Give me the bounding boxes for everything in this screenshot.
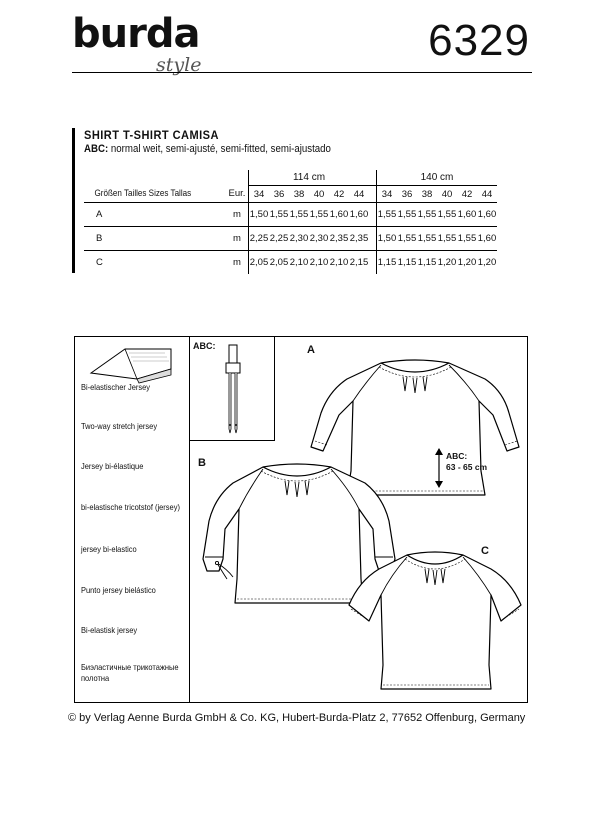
header-rule [72,72,532,73]
value-cell: 1,20 [477,251,497,275]
size-cell: 44 [481,188,493,200]
twin-needle-icon [223,345,243,435]
value-cell: 1,55 [397,203,417,227]
size-cell: 36 [273,188,285,200]
fit-prefix: ABC: [84,143,109,155]
value-cell: 2,35 [329,227,349,251]
value-cell: 1,60 [329,203,349,227]
width-header-140: 140 cm [377,170,498,186]
size-header-row [84,186,497,203]
value-cell: 1,50 [377,227,398,251]
value-cell: 2,25 [249,227,270,251]
view-label: C [84,251,226,275]
value-cell: 2,25 [269,227,289,251]
value-cell: 2,30 [309,227,329,251]
value-cell: 1,15 [397,251,417,275]
value-cell: 1,55 [417,227,437,251]
length-note [446,451,487,473]
garment-title: SHIRT T-SHIRT CAMISA [84,128,219,142]
length-note-value: 63 - 65 cm [446,462,488,472]
needle-panel [189,337,275,441]
yardage-bar [72,128,75,273]
width-header-row [84,170,497,186]
burda-logo [72,11,202,76]
fabric-nl: bi-elastische tricotstof (jersey) [81,502,180,512]
view-label: A [84,203,226,227]
size-cell: 42 [333,188,345,200]
copyright-notice: © by Verlag Aenne Burda GmbH & Co. KG, Hubert-Burda-Platz 2, 77652 Offenburg, Germany [68,712,526,724]
size-label: Größen Tailles Sizes Tallas [94,188,192,200]
brand-sub: style [156,54,202,76]
fabric-en: Two-way stretch jersey [81,421,158,431]
value-cell: 1,55 [289,203,309,227]
width-header-114: 114 cm [249,170,370,186]
size-cell: 44 [353,188,365,200]
value-cell: 1,55 [437,227,457,251]
size-cell: 34 [253,188,265,200]
pattern-number: 6329 [428,16,530,65]
value-cell: 1,55 [397,227,417,251]
value-cell: 1,50 [249,203,270,227]
value-cell: 1,60 [477,203,497,227]
value-cell: 2,10 [289,251,309,275]
value-cell: 2,35 [349,227,369,251]
value-cell: 1,20 [437,251,457,275]
eur-label: Eur. [226,186,249,203]
illustration-panel [74,336,528,703]
size-cell: 40 [313,188,325,200]
needle-label: ABC: [193,341,216,351]
fit-description [84,143,331,155]
yardage-table [84,170,497,274]
fabric-column [75,337,190,702]
garment-c-icon [345,547,525,697]
fabric-ru-1: Биэластичные трикотажные [81,662,179,672]
fabric-fr: Jersey bi-élastique [81,461,144,471]
value-cell: 1,60 [457,203,477,227]
fabric-de: Bi-elastischer Jersey [81,382,151,392]
yardage-row-c [84,251,497,275]
fabric-ru-2: полотна [81,673,110,683]
value-cell: 1,20 [457,251,477,275]
value-cell: 2,30 [289,227,309,251]
value-cell: 1,55 [437,203,457,227]
fabric-es: Punto jersey bielástico [81,585,156,595]
fabric-da: Bi-elastisk jersey [81,625,138,635]
fabric-it: jersey bi-elastico [81,544,137,554]
unit-cell: m [226,203,249,227]
value-cell: 1,55 [457,227,477,251]
value-cell: 2,05 [249,251,270,275]
value-cell: 2,15 [349,251,369,275]
size-cell: 36 [401,188,413,200]
value-cell: 1,55 [269,203,289,227]
size-cell: 40 [441,188,453,200]
size-cell: 42 [461,188,473,200]
yardage-row-a [84,203,497,227]
view-label-a: A [307,344,315,356]
value-cell: 1,15 [377,251,398,275]
value-cell: 1,60 [349,203,369,227]
unit-cell: m [226,227,249,251]
value-cell: 1,60 [477,227,497,251]
size-cell: 34 [381,188,393,200]
yardage-row-b [84,227,497,251]
view-label-b: B [198,457,206,469]
length-arrow-icon [434,447,444,489]
brand-name: burda [72,11,200,57]
size-cell: 38 [421,188,433,200]
view-label: B [84,227,226,251]
length-note-prefix: ABC: [446,451,468,461]
view-label-c: C [481,545,489,557]
value-cell: 1,55 [377,203,398,227]
value-cell: 2,10 [329,251,349,275]
value-cell: 1,55 [417,203,437,227]
value-cell: 1,55 [309,203,329,227]
fit-text: normal weit, semi-ajusté, semi-fitted, semi-ajustado [108,143,331,155]
value-cell: 2,05 [269,251,289,275]
value-cell: 1,15 [417,251,437,275]
size-cell: 38 [293,188,305,200]
unit-cell: m [226,251,249,275]
fabric-swatch-icon [85,343,175,383]
value-cell: 2,10 [309,251,329,275]
